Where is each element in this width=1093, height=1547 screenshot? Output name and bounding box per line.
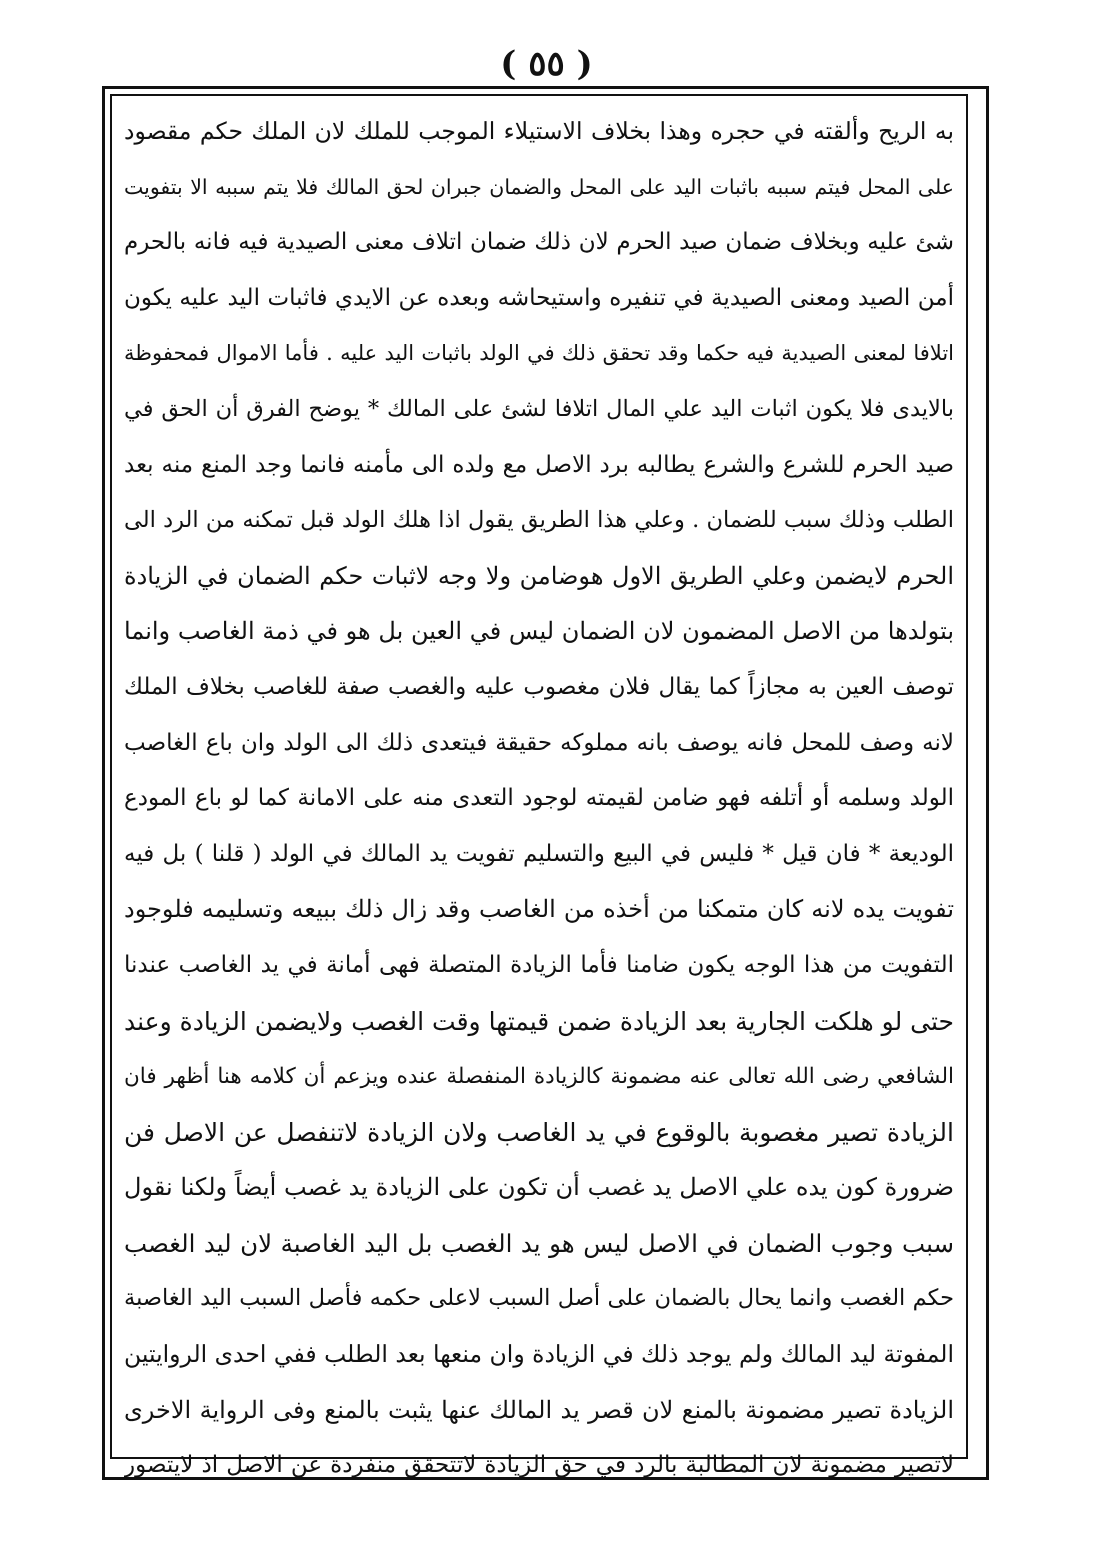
page-frame-inner	[110, 94, 968, 1479]
body-text	[124, 104, 954, 1494]
text-line: حتى لو هلكت الجارية بعد الزيادة ضمن قيمتها وقت الغصب ولايضمن الزيادة وعند	[124, 1006, 954, 1036]
text-line: حكم الغصب وانما يحال بالضمان على أصل السبب لاعلى حكمه فأصل السبب اليد الغاصبة	[124, 1285, 954, 1312]
text-line: شئ عليه وبخلاف ضمان صيد الحرم لان ذلك ضمان اتلاف معنى الصيدية فيه فانه بالحرم	[124, 229, 954, 256]
text-line: التفويت من هذا الوجه يكون ضامنا فأما الزيادة المتصلة فهى أمانة في يد الغاصب عندنا	[124, 951, 954, 978]
text-line: اتلافا لمعنى الصيدية فيه حكما وقد تحقق ذلك في الولد باثبات اليد عليه . فأما الاموال فمحفوظة	[124, 341, 954, 366]
text-line: الولد وسلمه أو أتلفه فهو ضامن لقيمته لوجود التعدى منه على الامانة كما لو باع المودع	[124, 785, 954, 812]
text-line: الوديعة * فان قيل * فليس في البيع والتسليم تفويت يد المالك في الولد ( قلنا ) بل فيه	[124, 840, 954, 867]
text-line: على المحل فيتم سببه باثبات اليد على المحل والضمان جبران لحق المالك فلا يتم سببه الا بتفويت	[124, 174, 954, 199]
text-line: الزيادة تصير مغصوبة بالوقوع في يد الغاصب ولان الزيادة لاتنفصل عن الاصل فن	[124, 1117, 954, 1147]
text-line: لانه وصف للمحل فانه يوصف بانه مملوكه حقيقة فيتعدى ذلك الى الولد وان باع الغاصب	[124, 729, 954, 756]
text-line: به الريح وألقته في حجره وهذا بخلاف الاستيلاء الموجب للملك لان الملك حكم مقصود	[124, 117, 954, 145]
text-line: الزيادة تصير مضمونة بالمنع لان قصر يد المالك عنها يثبت بالمنع وفى الرواية الاخرى	[124, 1395, 954, 1424]
text-line: الشافعي رضى الله تعالى عنه مضمونة كالزيادة المنفصلة عنده ويزعم أن كلامه هنا أظهر فان	[124, 1064, 954, 1090]
text-line: بتولدها من الاصل المضمون لان الضمان ليس في العين بل هو في ذمة الغاصب وانما	[124, 617, 954, 646]
text-line: لاتصير مضمونة لان المطالبة بالرد في حق الزيادة لاتتحقق منفردة عن الاصل اذ لايتصور	[124, 1452, 954, 1479]
text-line: الحرم لايضمن وعلي الطريق الاول هوضامن ولا وجه لاثبات حكم الضمان في الزيادة	[124, 561, 954, 590]
text-line: سبب وجوب الضمان في الاصل ليس هو يد الغصب بل اليد الغاصبة لان ليد الغصب	[124, 1228, 954, 1258]
text-line: المفوتة ليد المالك ولم يوجد ذلك في الزيادة وان منعها بعد الطلب ففي احدى الروايتين	[124, 1340, 954, 1369]
text-line: بالايدى فلا يكون اثبات اليد علي المال اتلافا لشئ على المالك * يوضح الفرق أن الحق في	[124, 395, 954, 422]
text-line: تفويت يده لانه كان متمكنا من أخذه من الغاصب وقد زال ذلك ببيعه وتسليمه فلوجود	[124, 895, 954, 924]
text-line: توصف العين به مجازاً كما يقال فلان مغصوب عليه والغصب صفة للغاصب بخلاف الملك	[124, 673, 954, 700]
text-line: أمن الصيد ومعنى الصيدية في تنفيره واستيحاشه وبعده عن الايدي فاثبات اليد عليه يكون	[124, 284, 954, 311]
text-line: الطلب وذلك سبب للضمان . وعلي هذا الطريق يقول اذا هلك الولد قبل تمكنه من الرد الى	[124, 507, 954, 534]
text-line: ضرورة كون يده علي الاصل يد غصب أن تكون على الزيادة يد غصب أيضاً ولكنا نقول	[124, 1173, 954, 1202]
page-number: ( ٥٥ )	[500, 44, 593, 84]
text-line: صيد الحرم للشرع والشرع يطالبه برد الاصل مع ولده الى مأمنه فانما وجد المنع منه بعد	[124, 451, 954, 478]
